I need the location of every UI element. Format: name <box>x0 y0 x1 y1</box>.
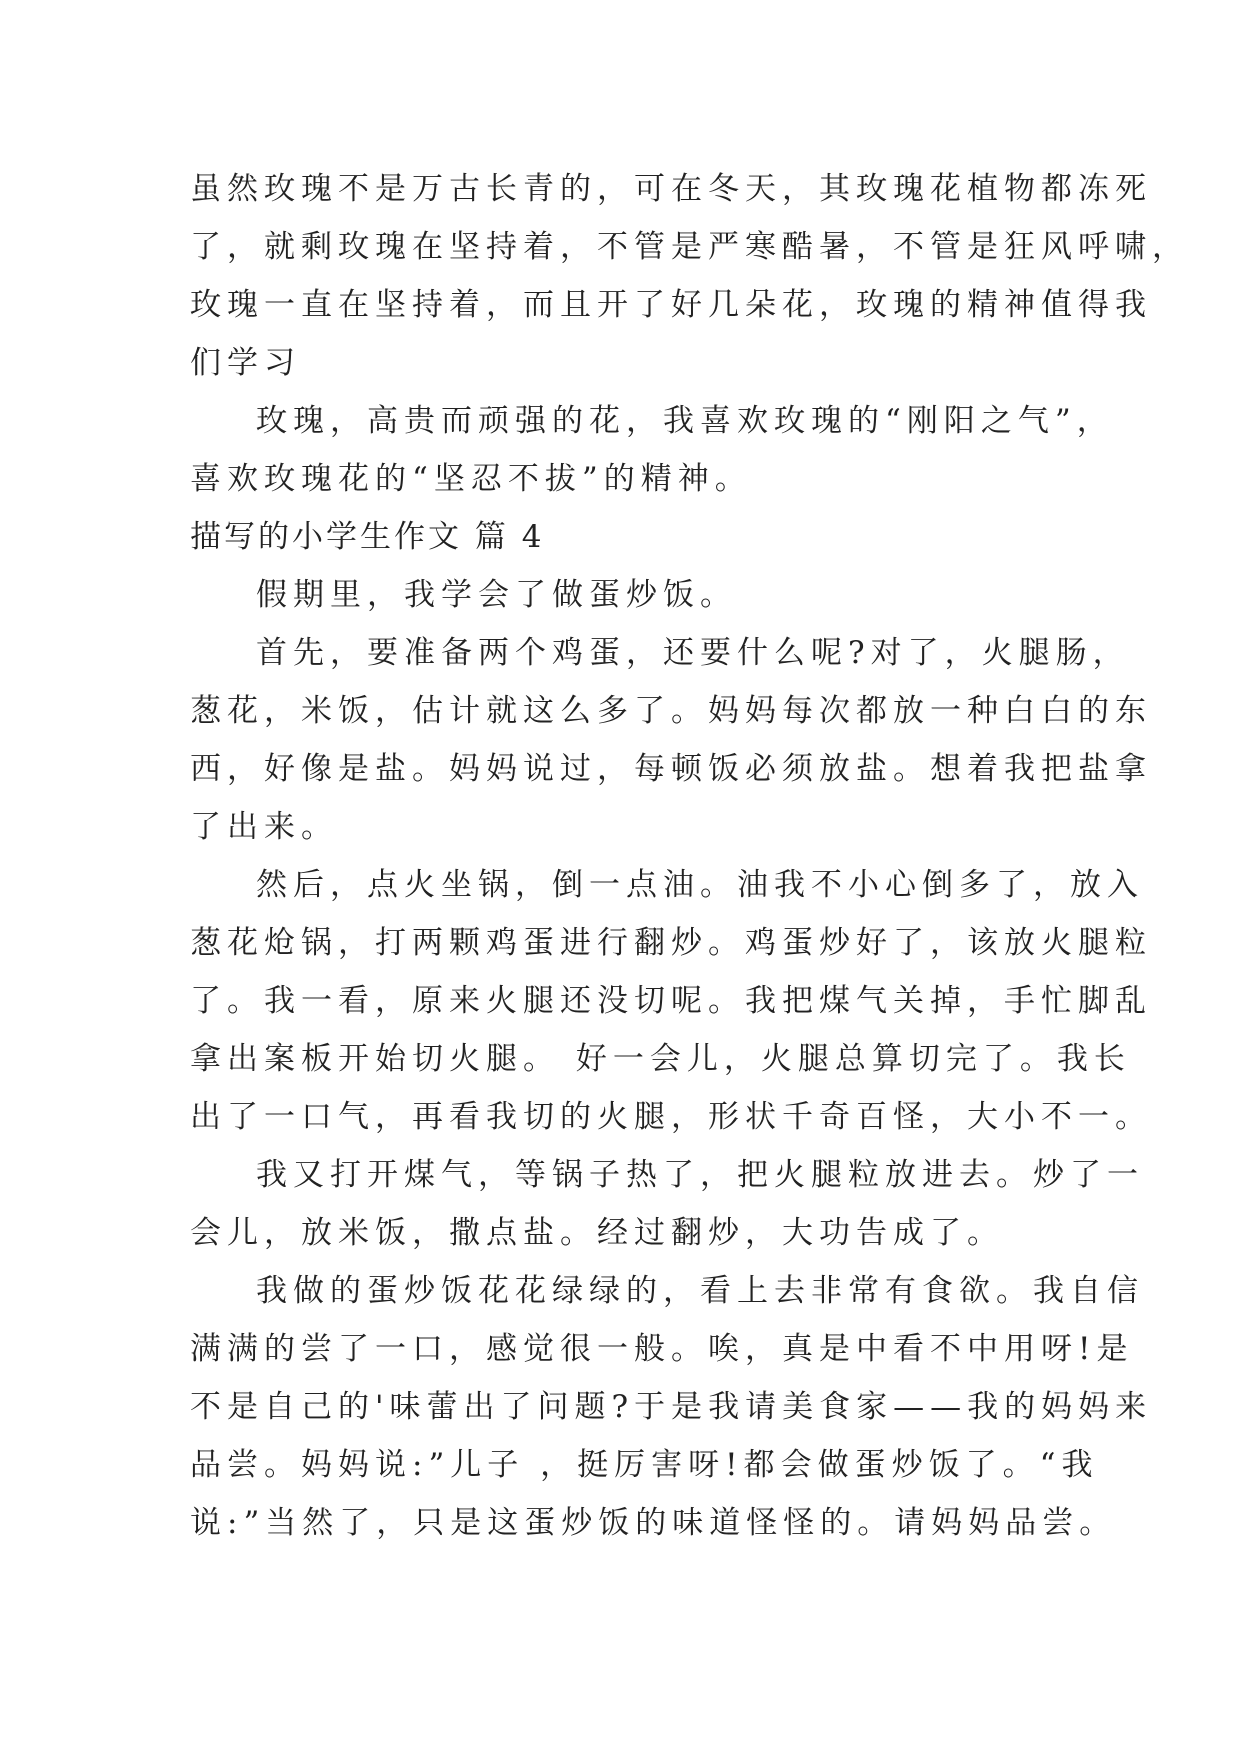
paragraph <box>190 566 1060 624</box>
text-line: 会儿，放米饭，撒点盐。经过翻炒，大功告成了。 <box>190 1215 1004 1251</box>
text-line: 假期里，我学会了做蛋炒饭。 <box>256 577 737 613</box>
text-line: 玫瑰，高贵而顽强的花，我喜欢玫瑰的“刚阳之气”， <box>256 403 1114 439</box>
paragraph <box>190 1146 1144 1262</box>
text-line: 喜欢玫瑰花的“坚忍不拔”的精神。 <box>190 461 752 497</box>
text-line: 虽然玫瑰不是万古长青的，可在冬天，其玫瑰花植物都冻死 <box>190 171 1152 207</box>
text-line: 出了一口气，再看我切的火腿，形状千奇百怪，大小不一。 <box>190 1099 1152 1135</box>
paragraph <box>190 856 1152 1146</box>
text-line: 满满的尝了一口，感觉很一般。唉，真是中看不中用呀!是 <box>190 1331 1134 1367</box>
text-line: 葱花，米饭，估计就这么多了。妈妈每次都放一种白白的东 <box>190 693 1152 729</box>
text-line: 然后，点火坐锅，倒一点油。油我不小心倒多了，放入 <box>256 867 1144 903</box>
paragraph <box>190 624 1152 856</box>
text-line: 了，就剩玫瑰在坚持着，不管是严寒酷暑，不管是狂风呼啸， <box>190 229 1189 265</box>
document-body <box>190 160 1189 1552</box>
section-heading: 描写的小学生作文 篇 4 <box>190 519 545 555</box>
text-line: 们学习 <box>190 345 301 381</box>
text-line: 拿出案板开始切火腿。 好一会儿，火腿总算切完了。我长 <box>190 1041 1131 1077</box>
paragraph <box>190 160 1189 392</box>
text-line: 我做的蛋炒饭花花绿绿的，看上去非常有食欲。我自信 <box>256 1273 1144 1309</box>
text-line: 葱花炝锅，打两颗鸡蛋进行翻炒。鸡蛋炒好了，该放火腿粒 <box>190 925 1152 961</box>
text-line: 玫瑰一直在坚持着，而且开了好几朵花，玫瑰的精神值得我 <box>190 287 1152 323</box>
text-line: 了。我一看，原来火腿还没切呢。我把煤气关掉，手忙脚乱 <box>190 983 1152 1019</box>
paragraph <box>190 1262 1153 1552</box>
text-line: 西，好像是盐。妈妈说过，每顿饭必须放盐。想着我把盐拿 <box>190 751 1152 787</box>
paragraph <box>190 392 1114 508</box>
text-line: 了出来。 <box>190 809 338 845</box>
text-line: 我又打开煤气，等锅子热了，把火腿粒放进去。炒了一 <box>256 1157 1144 1193</box>
text-line: 不是自己的'味蕾出了问题?于是我请美食家——我的妈妈来 <box>190 1389 1153 1425</box>
text-line: 说:”当然了，只是这蛋炒饭的味道怪怪的。请妈妈品尝。 <box>190 1505 1117 1541</box>
text-line: 品尝。妈妈说:”儿子 ，挺厉害呀!都会做蛋炒饭了。“我 <box>190 1447 1099 1483</box>
text-line: 首先，要准备两个鸡蛋，还要什么呢?对了，火腿肠， <box>256 635 1130 671</box>
